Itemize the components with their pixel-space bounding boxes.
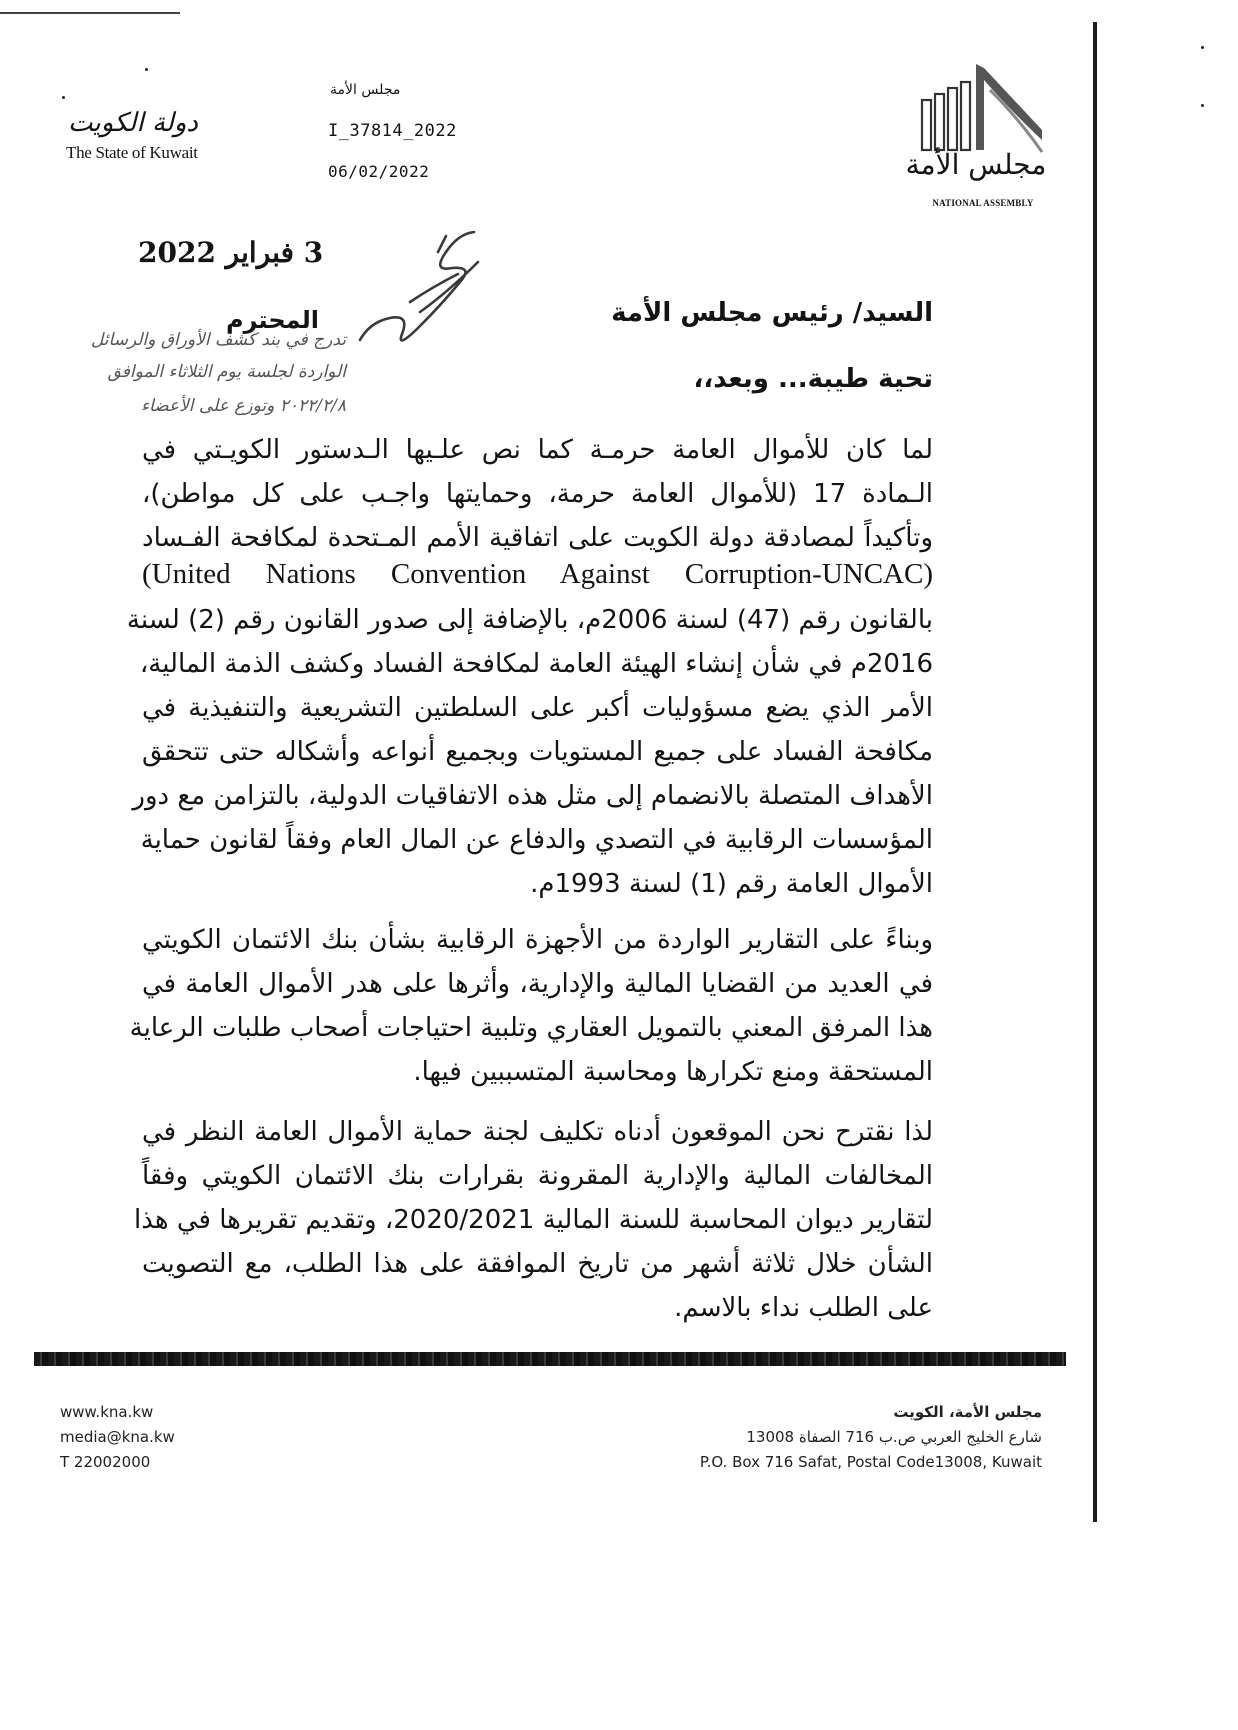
footer-address-english: P.O. Box 716 Safat, Postal Code13008, Kuwait [699, 1453, 1042, 1471]
signature-icon [350, 222, 500, 362]
footer-website: www.kna.kw [60, 1403, 154, 1421]
received-date: 06/02/2022 [328, 162, 430, 181]
recipient: السيد/ رئيس مجلس الأمة [611, 298, 933, 328]
paragraph-line: وتأكيداً لمصادقة دولة الكويت على اتفاقية الأمم المـتحدة لمكافحة الفـساد [142, 523, 933, 553]
handwritten-note-line: الواردة لجلسة يوم الثلاثاء الموافق [107, 362, 346, 382]
paragraph-2 [129, 918, 933, 1094]
handwritten-note-line: ٢٠٢٢/٢/٨ وتوزع على الأعضاء [141, 396, 346, 416]
uncac-name: (United Nations Convention Against Corruption-UNCAC) [142, 558, 933, 590]
paragraph-line: بالقانون رقم (47) لسنة 2006م، بالإضافة إلى صدور القانون رقم (2) لسنة [126, 605, 933, 635]
state-name-english: The State of Kuwait [66, 143, 198, 162]
paragraph-line: الأمر الذي يضع مسؤوليات أكبر على السلطتين التشريعية والتنفيذية في [142, 693, 933, 723]
footer-address-arabic: شارع الخليج العربي ص.ب 716 الصفاة 13008 [746, 1428, 1042, 1446]
paragraph-line: الـمادة 17 (للأموال العامة حرمة، وحمايتها واجـب على كل مواطن)، [142, 479, 933, 509]
paragraph-line: المخالفات المالية والإدارية المقرونة بقرارات بنك الائتمان الكويتي وفقاً [142, 1161, 933, 1191]
state-name-arabic: دولة الكويت [68, 108, 198, 138]
paragraph-line: الأموال العامة رقم (1) لسنة 1993م. [530, 869, 933, 899]
paragraph-line: 2016م في شأن إنشاء الهيئة العامة لمكافحة الفساد وكشف الذمة المالية، [139, 649, 933, 679]
margin-rule [1093, 22, 1097, 1522]
paragraph-3 [134, 1110, 933, 1330]
paragraph-line: مكافحة الفساد على جميع المستويات وبجميع أنواعه وأشكاله حتى تتحقق [142, 737, 933, 767]
paragraph-1-continued [126, 598, 933, 906]
paragraph-1 [142, 428, 933, 560]
logo-arabic-text: مجلس الأمة [905, 148, 1047, 181]
logo-english-text: NATIONAL ASSEMBLY [932, 198, 1034, 208]
scan-speck [62, 96, 65, 99]
paragraph-line: الأهداف المتصلة بالانضمام إلى مثل هذه الاتفاقيات الدولية، بالتزامن مع دور [132, 781, 933, 811]
paragraph-line: المؤسسات الرقابية في التصدي والدفاع عن المال العام وفقاً لقانون حماية [140, 825, 933, 855]
footer-contact [60, 1400, 175, 1475]
footer-email: media@kna.kw [60, 1428, 175, 1446]
scan-speck [1201, 46, 1204, 49]
scan-speck [1201, 104, 1204, 107]
handwritten-note-line: تدرج في بند كشف الأوراق والرسائل [90, 330, 346, 350]
paragraph-line: لذا نقترح نحن الموقعون أدناه تكليف لجنة حماية الأموال العامة النظر في [142, 1117, 933, 1147]
paragraph-line: وبناءً على التقارير الواردة من الأجهزة الرقابية بشأن بنك الائتمان الكويتي [142, 925, 933, 955]
scan-speck [145, 68, 148, 71]
paragraph-line: الشأن خلال ثلاثة أشهر من تاريخ الموافقة على هذا الطلب، مع التصويت [142, 1249, 933, 1279]
footer-divider [34, 1352, 1066, 1366]
footer-organization: مجلس الأمة، الكويت [893, 1403, 1042, 1421]
paragraph-line: المستحقة ومنع تكرارها ومحاسبة المتسببين فيها. [413, 1057, 933, 1087]
honorific: المحترم [226, 306, 319, 334]
paragraph-line: لما كان للأموال العامة حرمـة كما نص علـيها الـدستور الكويـتي في [142, 435, 933, 465]
paragraph-line: على الطلب نداء بالاسم. [674, 1293, 933, 1323]
reference-number: I_37814_2022 [328, 121, 457, 141]
greeting: تحية طيبة... وبعد،، [693, 364, 933, 394]
footer-phone: T 22002000 [60, 1453, 151, 1471]
paragraph-line: هذا المرفق المعني بالتمويل العقاري وتلبية احتياجات أصحاب طلبات الرعاية [129, 1013, 933, 1043]
top-edge-line [0, 12, 180, 14]
paragraph-line: لتقارير ديوان المحاسبة للسنة المالية 2020/2021، وتقديم تقريرها في هذا [134, 1205, 933, 1235]
letter-date: 3 فبراير 2022 [138, 236, 324, 269]
footer-address [700, 1400, 1042, 1475]
national-assembly-logo-icon [910, 60, 1050, 210]
paragraph-line: في العديد من القضايا المالية والإدارية، وأثرها على هدر الأموال العامة في [142, 969, 933, 999]
stamp-organization: مجلس الأمة [330, 82, 401, 98]
